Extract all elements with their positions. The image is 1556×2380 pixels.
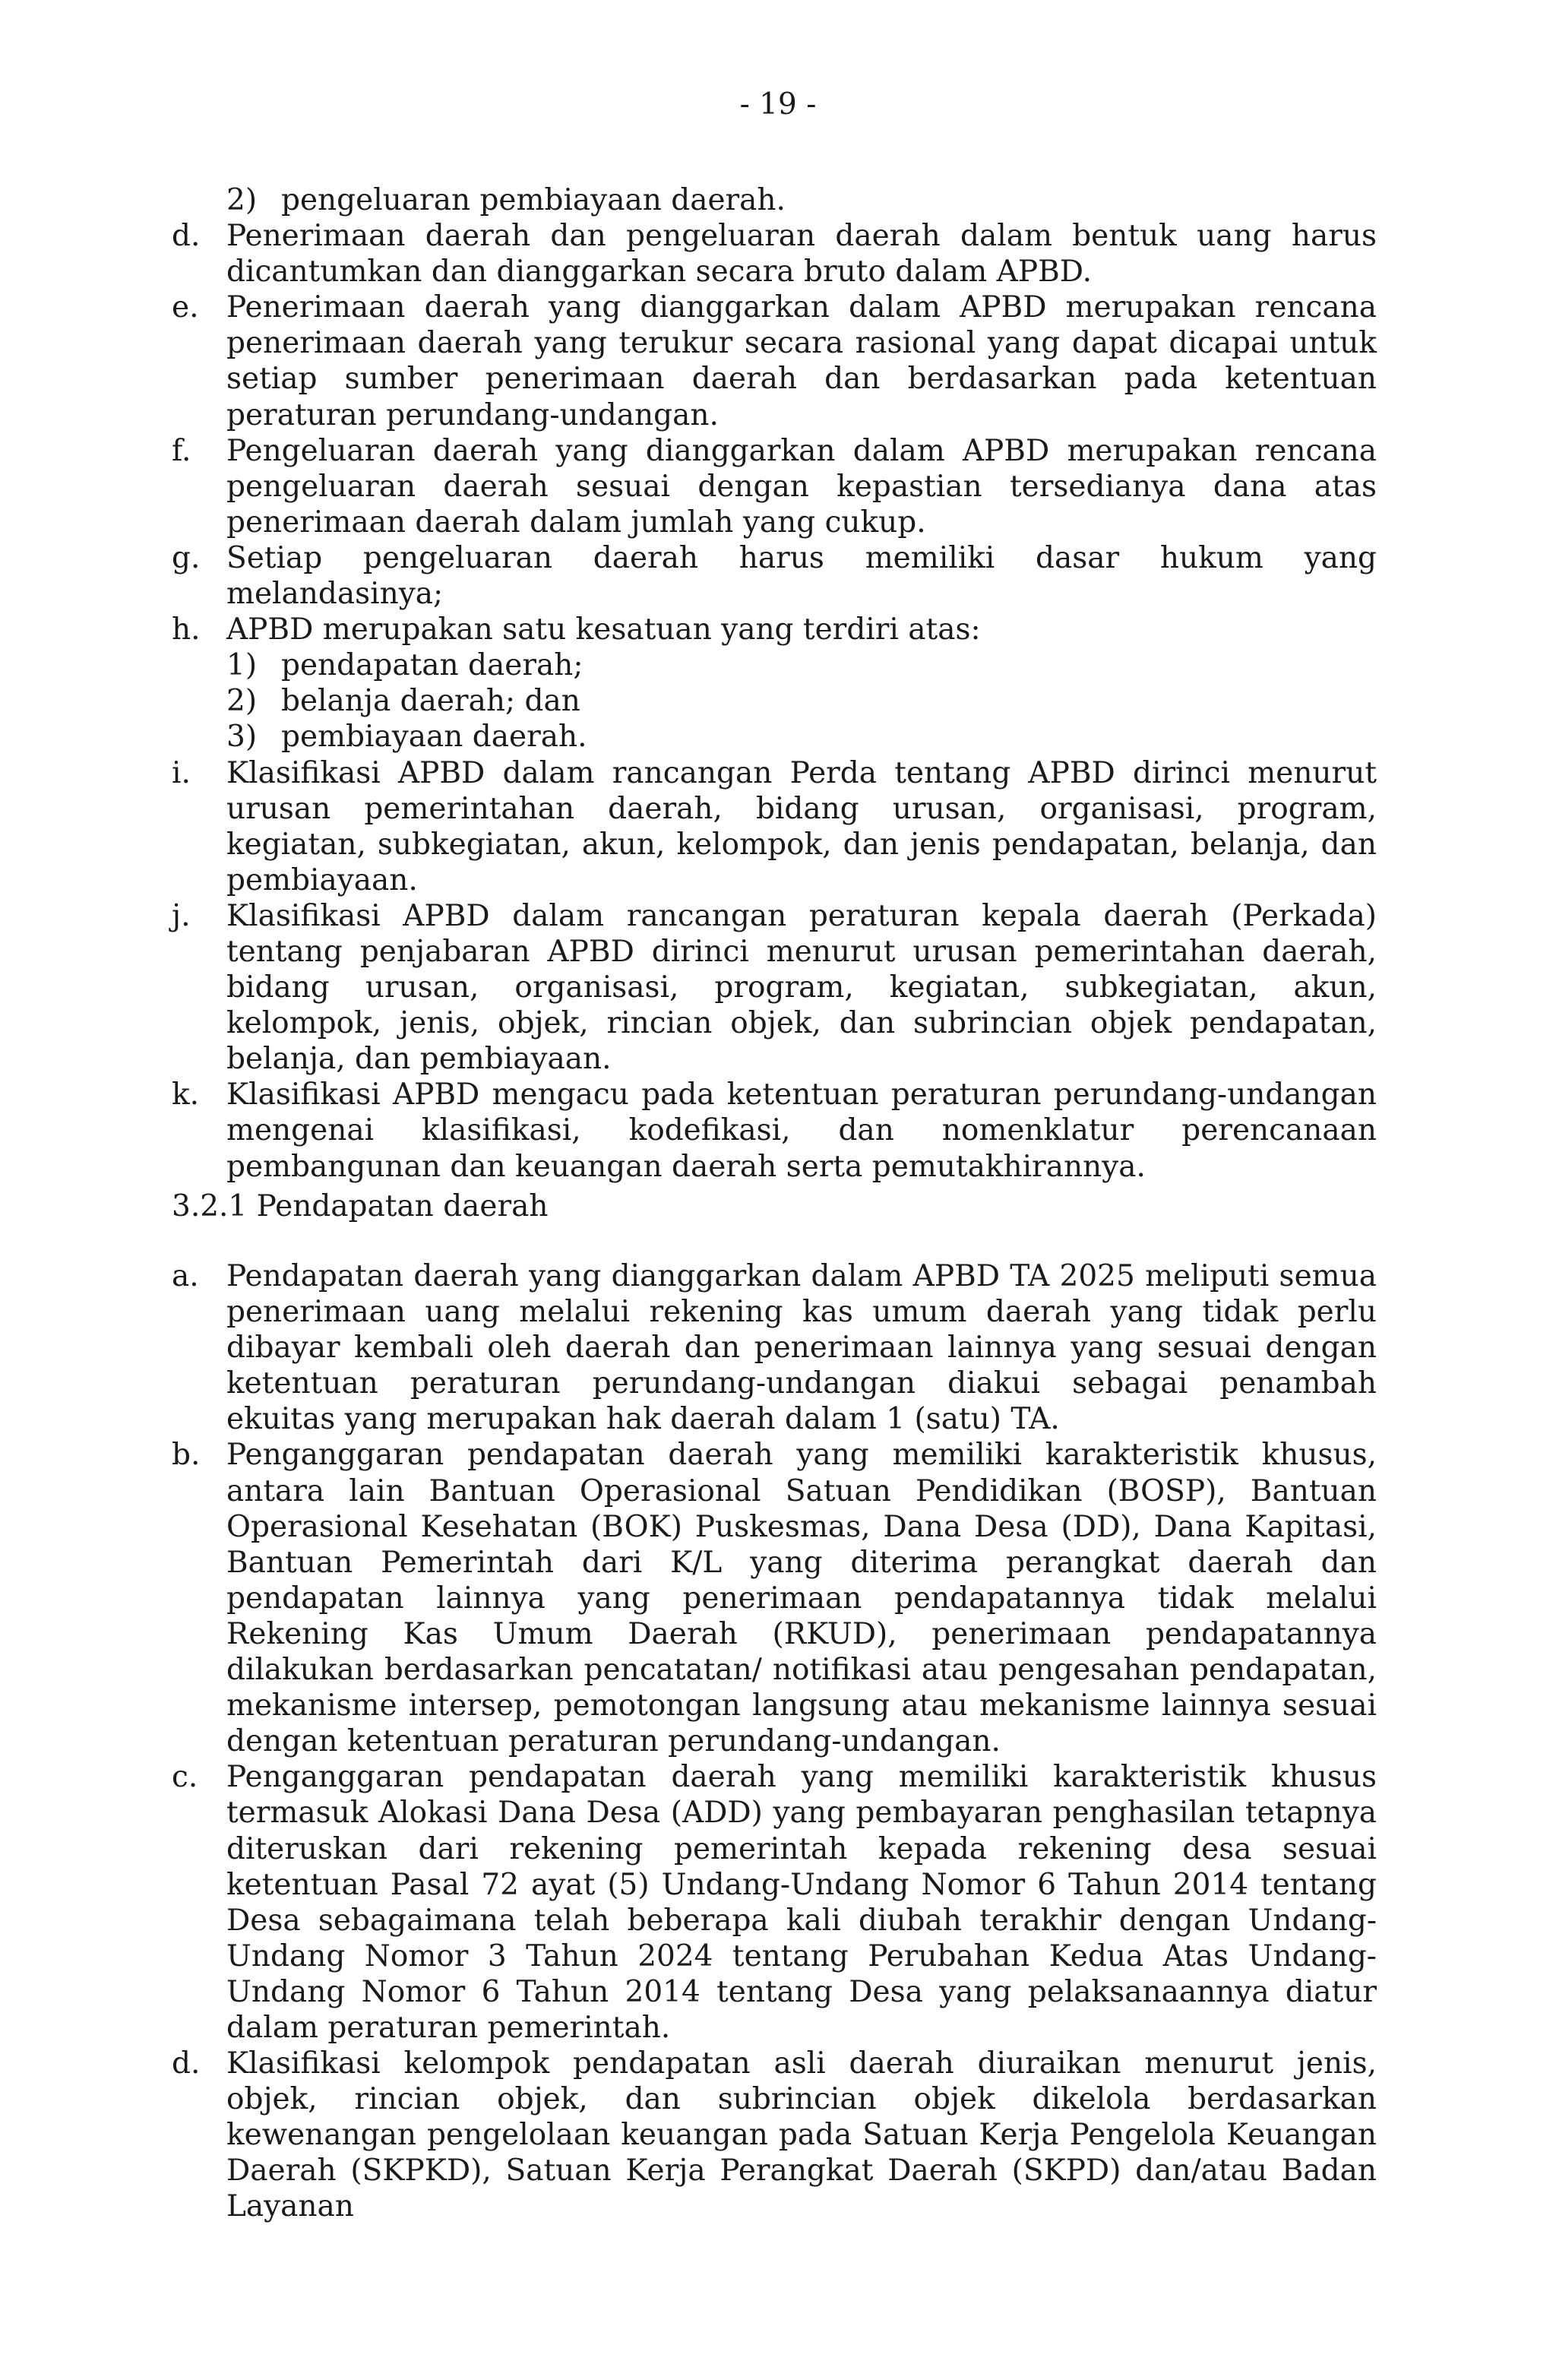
item-label: c. xyxy=(172,1760,198,1795)
item-text: Pendapatan daerah yang dianggarkan dalam APBD TA 2025 meliputi semua penerimaan uang melalui rekening kas umum daerah yang tidak perlu dibayar kembali oleh daerah dan penerimaan lainnya yang sesuai dengan ketentuan peraturan perundang-undangan diakui sebagai penambah ekuitas yang merupakan hak daerah dalam 1 (satu) TA. xyxy=(226,1259,1377,1437)
item-label: f. xyxy=(172,433,191,468)
list-item xyxy=(0,218,1556,290)
list-section xyxy=(0,1258,1556,2225)
list-item-subitem xyxy=(0,683,1556,719)
item-label: k. xyxy=(172,1078,200,1112)
subitem-text: pembiayaan daerah. xyxy=(281,720,587,755)
item-label: e. xyxy=(172,290,199,325)
list-item xyxy=(0,2046,1556,2224)
item-label: d. xyxy=(172,2046,201,2081)
list-item xyxy=(0,612,1556,647)
list-item xyxy=(0,433,1556,540)
item-text: Pengeluaran daerah yang dianggarkan dalam APBD merupakan rencana pengeluaran daerah sesuai dengan kepastian tersedianya dana atas penerimaan daerah dalam jumlah yang cukup. xyxy=(226,433,1377,540)
subitem-label: 3) xyxy=(226,720,258,755)
subitem-label: 2) xyxy=(226,684,258,719)
list-top xyxy=(0,182,1556,1185)
item-label: j. xyxy=(172,898,191,933)
item-text: APBD merupakan satu kesatuan yang terdiri atas: xyxy=(226,612,981,647)
list-item xyxy=(0,1759,1556,2046)
item-label: g. xyxy=(172,540,201,575)
item-text: Penerimaan daerah yang dianggarkan dalam APBD merupakan rencana penerimaan daerah yang terukur secara rasional yang dapat dicapai untuk setiap sumber penerimaan daerah dan berdasarkan pada ketentuan peraturan perundang-undangan. xyxy=(226,290,1377,432)
list-item xyxy=(0,1258,1556,1437)
list-item xyxy=(0,898,1556,1077)
list-item-subitem xyxy=(0,182,1556,218)
item-text: Klasifikasi kelompok pendapatan asli daerah diuraikan menurut jenis, objek, rincian objek, dan subrincian objek dikelola berdasarkan kewenangan pengelolaan keuangan pada Satuan Kerja Pengelola Keuangan Daerah (SKPKD), Satuan Kerja Perangkat Daerah (SKPD) dan/atau Badan Layanan xyxy=(226,2046,1377,2224)
item-text: Penganggaran pendapatan daerah yang memiliki karakteristik khusus, antara lain Bantuan Operasional Satuan Pendidikan (BOSP), Bantuan Operasional Kesehatan (BOK) Puskesmas, Dana Desa (DD), Dana Kapitasi, Bantuan Pemerintah dari K/L yang diterima perangkat daerah dan pendapatan lainnya yang penerimaan pendapatannya tidak melalui Rekening Kas Umum Daerah (RKUD), penerimaan pendapatannya dilakukan berdasarkan pencatatan/ notifikasi atau pengesahan pendapatan, mekanisme intersep, pemotongan langsung atau mekanisme lainnya sesuai dengan ketentuan peraturan perundang-undangan. xyxy=(226,1438,1377,1759)
list-item xyxy=(0,290,1556,432)
item-label: h. xyxy=(172,612,201,647)
item-text: Klasifikasi APBD dalam rancangan peraturan kepala daerah (Perkada) tentang penjabaran APBD dirinci menurut urusan pemerintahan daerah, bidang urusan, organisasi, program, kegiatan, subkegiatan, akun, kelompok, jenis, objek, rincian objek, dan subrincian objek pendapatan, belanja, dan pembiayaan. xyxy=(226,898,1377,1077)
item-label: d. xyxy=(172,219,201,254)
list-item xyxy=(0,1077,1556,1184)
subitem-label: 2) xyxy=(226,183,258,217)
item-text: Penerimaan daerah dan pengeluaran daerah dalam bentuk uang harus dicantumkan dan dianggarkan secara bruto dalam APBD. xyxy=(226,219,1377,290)
item-label: a. xyxy=(172,1259,199,1293)
page-number: - 19 - xyxy=(739,87,817,122)
item-text: Klasifikasi APBD dalam rancangan Perda tentang APBD dirinci menurut urusan pemerintahan daerah, bidang urusan, organisasi, program, kegiatan, subkegiatan, akun, kelompok, dan jenis pendapatan, belanja, dan pembiayaan. xyxy=(226,755,1377,897)
item-text: Klasifikasi APBD mengacu pada ketentuan peraturan perundang-undangan mengenai klasifikasi, kodefikasi, dan nomenklatur perencanaan pembangunan dan keuangan daerah serta pemutakhirannya. xyxy=(226,1078,1377,1184)
item-text: Penganggaran pendapatan daerah yang memiliki karakteristik khusus termasuk Alokasi Dana Desa (ADD) yang pembayaran penghasilan tetapnya diteruskan dari rekening pemerintah kepada rekening desa sesuai ketentuan Pasal 72 ayat (5) Undang-Undang Nomor 6 Tahun 2014 tentang Desa sebagaimana telah beberapa kali diubah terakhir dengan Undang-Undang Nomor 3 Tahun 2024 tentang Perubahan Kedua Atas Undang-Undang Nomor 6 Tahun 2014 tentang Desa yang pelaksanaannya diatur dalam peraturan pemerintah. xyxy=(226,1760,1377,2045)
subitem-text: pengeluaran pembiayaan daerah. xyxy=(281,183,786,217)
subitem-text: belanja daerah; dan xyxy=(281,684,580,719)
item-text: Setiap pengeluaran daerah harus memiliki dasar hukum yang melandasinya; xyxy=(226,540,1377,612)
item-label: i. xyxy=(172,755,191,790)
list-item-subitem xyxy=(0,719,1556,755)
subitem-text: pendapatan daerah; xyxy=(281,648,584,683)
list-item xyxy=(0,1437,1556,1759)
section-heading: 3.2.1 Pendapatan daerah xyxy=(172,1189,549,1223)
list-item xyxy=(0,540,1556,612)
subitem-label: 1) xyxy=(226,648,258,683)
list-item xyxy=(0,755,1556,898)
list-item-subitem xyxy=(0,647,1556,683)
item-label: b. xyxy=(172,1438,201,1473)
